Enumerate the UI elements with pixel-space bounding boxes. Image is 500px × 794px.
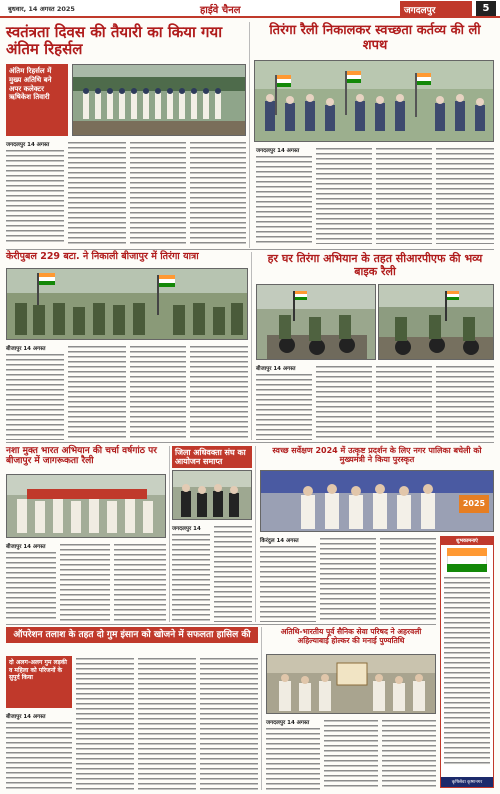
crpf-yatra-col-3	[130, 344, 186, 440]
swachh-award-col-2	[320, 536, 376, 622]
bike-rally-photo-1	[256, 284, 376, 360]
bike-rally-col-4	[436, 364, 494, 440]
issue-date: बुधवार, 14 अगस्त 2025	[8, 5, 75, 13]
story-crpf-yatra-headline: केरीपुबल 229 बटा. ने निकाली बीजापुर में तिरंगा यात्रा	[6, 251, 199, 262]
nasha-mukt-col-1	[6, 550, 56, 622]
nasha-mukt-col-2	[60, 542, 110, 622]
greetings-ad-flag	[447, 548, 487, 572]
operation-talash-col-4	[200, 656, 258, 790]
advocates-col-1	[172, 532, 210, 622]
rehearsal-col-1	[6, 148, 64, 244]
nasha-mukt-byline: बीजापुर 14 अगस्त	[6, 544, 46, 550]
bike-rally-photo-2	[378, 284, 494, 360]
story-advocates-headline: जिला अधिवक्ता संघ का आयोजन समाप्त	[172, 446, 252, 468]
story-nasha-mukt-headline: नशा मुक्त भारत अभियान की चर्चा वर्षगांठ पर बीजापुर में जागरूकता रैली	[6, 446, 157, 467]
tiranga-col-3	[376, 146, 432, 244]
rehearsal-col-2	[68, 140, 126, 244]
ahilyabai-col-1	[266, 726, 320, 790]
operation-talash-col-2	[76, 656, 134, 790]
tiranga-col-4	[436, 146, 494, 244]
crpf-yatra-col-4	[190, 344, 248, 440]
bike-rally-byline: बीजापुर 14 अगस्त	[256, 366, 296, 372]
bike-rally-col-1	[256, 372, 312, 440]
rehearsal-col-3	[130, 140, 186, 244]
greetings-ad-title: शुभकामनाएं	[441, 537, 493, 545]
story-operation-talash-headline: ऑपरेशन तलाश के तहत दो गुम इंसान को खोजने में सफलता हासिल की	[6, 627, 258, 643]
swachh-award-byline: किरंदुल 14 अगस्त	[260, 538, 299, 544]
nasha-mukt-photo	[6, 474, 166, 538]
nasha-mukt-col-3	[114, 542, 166, 622]
crpf-yatra-byline: बीजापुर 14 अगस्त	[6, 346, 46, 352]
crpf-yatra-photo	[6, 268, 248, 340]
crpf-yatra-col-2	[68, 344, 126, 440]
story-rehearsal-headline: स्वतंत्रता दिवस की तैयारी का किया गया अंतिम रिहर्सल	[6, 23, 223, 59]
story-bike-rally-headline: हर घर तिरंगा अभियान के तहत सीआरपीएफ की भव्य बाइक रैली	[267, 252, 483, 278]
tiranga-photo	[254, 60, 494, 142]
rehearsal-highlight-box	[6, 64, 68, 136]
operation-talash-col-3	[138, 656, 196, 790]
rehearsal-byline: जगदलपुर 14 अगस्त	[6, 142, 50, 148]
greetings-ad-footer: कृषिसेवा कृष्णनगर	[441, 777, 493, 787]
story-ahilyabai-headline: अतिथि-भारतीय पूर्व सैनिक सेवा परिषद ने अहरवली अहिल्याबाई होल्कर की मनाई पुण्यतिथि	[280, 627, 422, 645]
tiranga-col-1	[256, 154, 312, 244]
swachh-award-col-1	[260, 544, 316, 622]
advocates-col-2	[214, 524, 252, 622]
ahilyabai-photo	[266, 654, 436, 714]
advocates-photo	[172, 470, 252, 520]
advocates-byline: जगदलपुर 14	[172, 526, 201, 532]
operation-talash-highlight-box	[6, 656, 72, 708]
masthead	[0, 0, 500, 18]
bike-rally-col-2	[316, 364, 372, 440]
rehearsal-col-4	[190, 140, 246, 244]
city-tag: जगदलपुर	[400, 1, 472, 16]
brand-name: हाईवे चैनल	[200, 5, 241, 16]
crpf-yatra-col-1	[6, 352, 64, 440]
swachh-award-badge: 2025	[459, 495, 489, 513]
story-tiranga-headline: तिरंगा रैली निकालकर स्वच्छता कर्तव्य की ली शपथ	[269, 23, 481, 53]
tiranga-byline: जगदलपुर 14 अगस्त	[256, 148, 300, 154]
story-swachh-award-headline: स्वच्छ सर्वेक्षण 2024 में उत्कृष्ट प्रदर्शन के लिए नगर पालिका बचेली को मुख्यमंत्री ने किया पुरस्कृत	[272, 446, 482, 465]
operation-talash-highlight-text: दो अलग-अलग गुम लड़की व महिला को परिजनों के सुपुर्द किया	[9, 659, 67, 681]
ahilyabai-byline: जगदलपुर 14 अगस्त	[266, 720, 310, 726]
rehearsal-photo	[72, 64, 246, 136]
operation-talash-col-1	[6, 720, 72, 790]
ahilyabai-col-2	[324, 718, 378, 790]
swachh-award-photo	[260, 470, 494, 532]
greetings-ad-text	[444, 575, 490, 765]
rehearsal-highlight-text: अंतिम रिहर्सल में मुख्य अतिथि बने अपर कलेक्टर ऋषिकेश तिवारी	[9, 67, 52, 102]
ahilyabai-col-3	[382, 718, 436, 790]
page-number: 5	[476, 1, 496, 16]
tiranga-col-2	[316, 146, 372, 244]
operation-talash-byline: बीजापुर 14 अगस्त	[6, 714, 46, 720]
swachh-award-col-3	[380, 536, 436, 622]
greetings-ad	[440, 536, 494, 788]
bike-rally-col-3	[376, 364, 432, 440]
